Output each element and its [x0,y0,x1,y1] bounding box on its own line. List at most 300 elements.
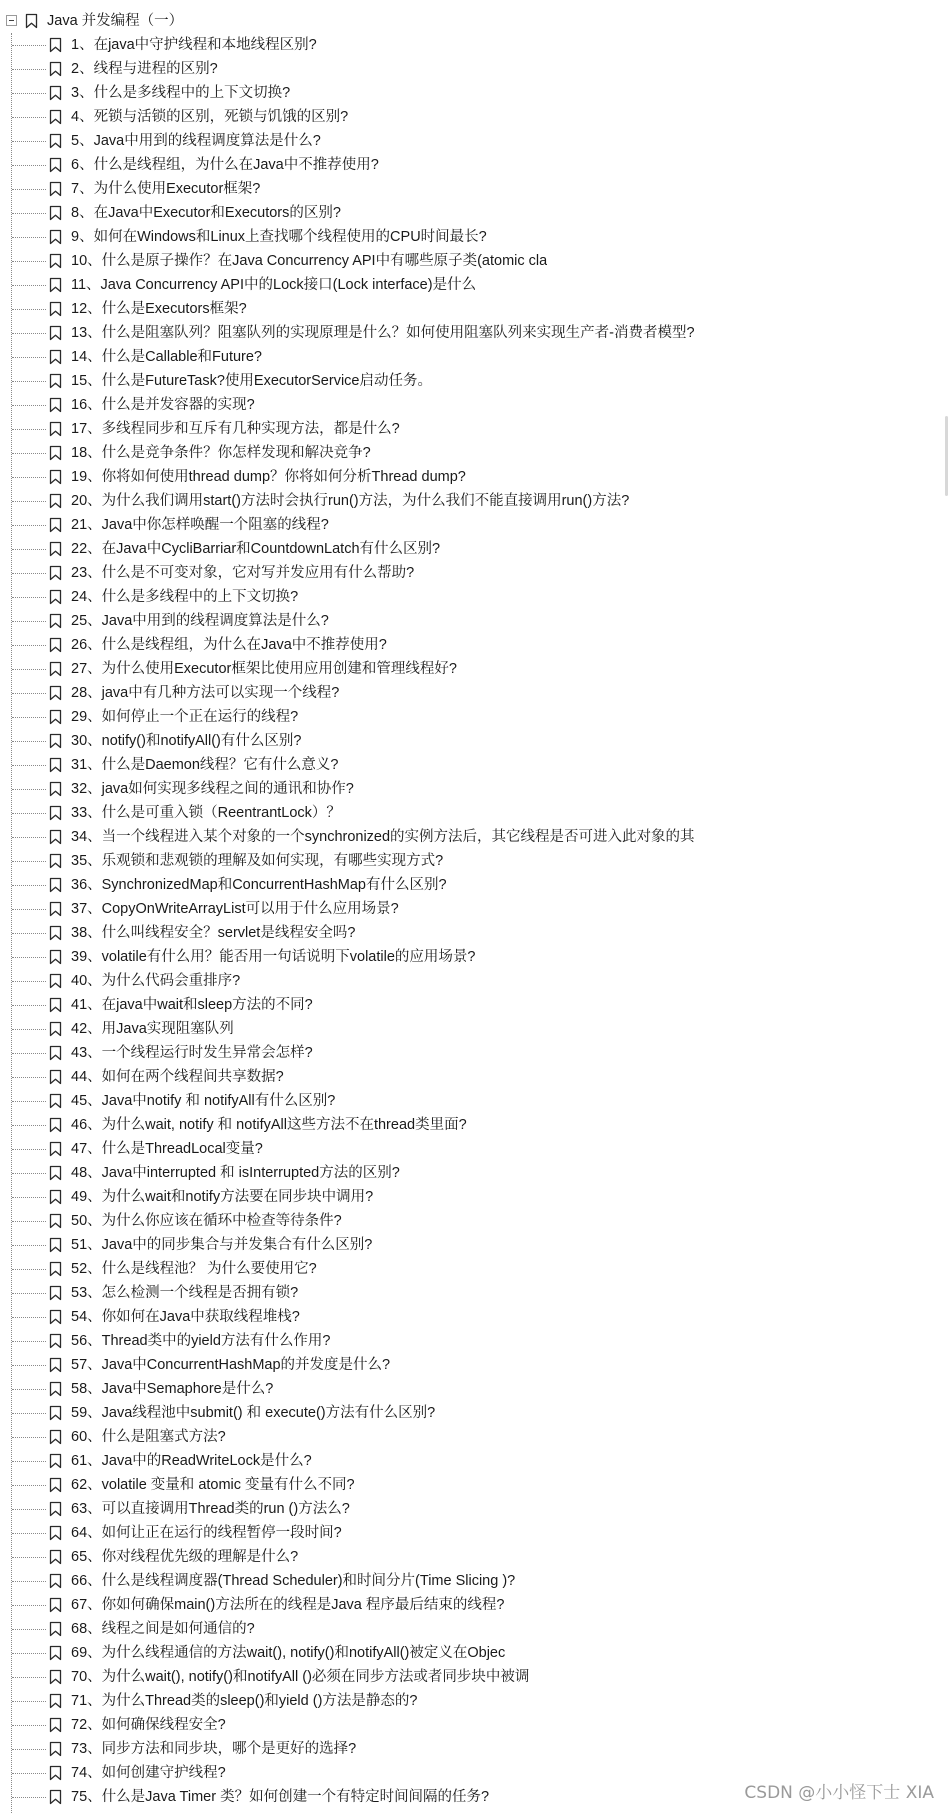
bookmark-icon [49,1021,62,1037]
bookmark-item[interactable] [0,1353,948,1377]
bookmark-item[interactable] [0,417,948,441]
bookmark-icon [49,1213,62,1229]
bookmark-icon [49,1117,62,1133]
bookmark-icon [49,1669,62,1685]
bookmark-item-label: 25、Java中用到的线程调度算法是什么? [71,613,329,629]
tree-branch-line [12,1437,46,1438]
bookmark-item-label: 70、为什么wait(), notify()和notifyAll ()必须在同步方法或者同步块中被调 [71,1669,530,1685]
tree-branch-line [12,957,46,958]
tree-branch-line [12,1773,46,1774]
bookmark-item[interactable] [0,393,948,417]
bookmark-item-label: 49、为什么wait和notify方法要在同步块中调用? [71,1189,374,1205]
bookmark-item[interactable] [0,489,948,513]
bookmark-icon [49,277,62,293]
bookmark-item-label: 10、什么是原子操作？在Java Concurrency API中有哪些原子类(atomic cla [71,253,548,269]
bookmark-icon [49,613,62,629]
bookmark-icon [49,877,62,893]
bookmark-item[interactable] [0,705,948,729]
bookmark-item-label: 19、你将如何使用thread dump？你将如何分析Thread dump? [71,469,466,485]
tree-branch-line [12,117,46,118]
tree-branch-line [12,1605,46,1606]
bookmark-icon [49,397,62,413]
bookmark-item[interactable] [0,1257,948,1281]
bookmark-icon [49,1453,62,1469]
bookmark-item-label: 74、如何创建守护线程? [71,1765,226,1781]
bookmark-item[interactable] [0,105,948,129]
tree-branch-line [12,813,46,814]
bookmark-item-label: 69、为什么线程通信的方法wait(), notify()和notifyAll()被定义在Objec [71,1645,506,1661]
bookmark-item[interactable] [0,777,948,801]
bookmark-item[interactable] [0,993,948,1017]
bookmark-icon [49,133,62,149]
bookmark-icon [49,493,62,509]
bookmark-item-label: 13、什么是阻塞队列？阻塞队列的实现原理是什么？如何使用阻塞队列来实现生产者-消费者模型? [71,325,695,341]
bookmark-item-label: 48、Java中interrupted 和 isInterrupted方法的区别? [71,1165,400,1181]
bookmark-icon [49,757,62,773]
bookmark-item-label: 57、Java中ConcurrentHashMap的并发度是什么? [71,1357,391,1373]
bookmark-icon [49,829,62,845]
bookmark-item[interactable] [0,1449,948,1473]
bookmark-item[interactable] [0,465,948,489]
bookmark-item-label: 32、java如何实现多线程之间的通讯和协作? [71,781,354,797]
bookmark-item[interactable] [0,849,948,873]
bookmark-icon [49,1093,62,1109]
bookmark-item-label: 8、在Java中Executor和Executors的区别? [71,205,341,221]
bookmark-item-label: 56、Thread类中的yield方法有什么作用? [71,1333,331,1349]
tree-branch-line [12,549,46,550]
tree-branch-line [12,1581,46,1582]
bookmark-icon [49,205,62,221]
bookmark-item-label: 21、Java中你怎样唤醒一个阻塞的线程? [71,517,329,533]
bookmark-icon [49,1141,62,1157]
bookmark-icon [49,1045,62,1061]
bookmark-icon [49,1309,62,1325]
bookmark-icon [49,181,62,197]
tree-branch-line [12,501,46,502]
bookmark-item-label: 62、volatile 变量和 atomic 变量有什么不同? [71,1477,355,1493]
bookmark-item[interactable] [0,1665,948,1689]
bookmark-item[interactable] [0,177,948,201]
bookmark-item-label: 65、你对线程优先级的理解是什么? [71,1549,299,1565]
bookmark-item-label: 39、volatile有什么用？能否用一句话说明下volatile的应用场景? [71,949,476,965]
bookmark-item-label: 26、什么是线程组，为什么在Java中不推荐使用? [71,637,387,653]
tree-branch-line [12,1005,46,1006]
bookmark-icon [49,565,62,581]
bookmark-item[interactable] [0,1329,948,1353]
tree-branch-line [12,1725,46,1726]
bookmark-icon [49,781,62,797]
bookmark-item[interactable] [0,249,948,273]
tree-branch-line [12,1173,46,1174]
bookmark-item[interactable] [0,1281,948,1305]
bookmark-item-label: 53、怎么检测一个线程是否拥有锁? [71,1285,299,1301]
bookmark-item-label: 15、什么是FutureTask?使用ExecutorService启动任务。 [71,373,432,389]
bookmark-item-label: 4、死锁与活锁的区别，死锁与饥饿的区别? [71,109,349,125]
watermark: CSDN @小小怪下士 XIA [744,1783,934,1803]
bookmark-item[interactable] [0,1689,948,1713]
bookmark-icon [49,253,62,269]
bookmark-icon [49,373,62,389]
tree-branch-line [12,525,46,526]
bookmark-item[interactable] [0,1497,948,1521]
bookmark-item[interactable] [0,1089,948,1113]
bookmark-item[interactable] [0,201,948,225]
bookmark-icon [49,589,62,605]
tree-root-label: Java 并发编程（一） [47,13,184,29]
bookmark-icon [49,1189,62,1205]
bookmark-item[interactable] [0,513,948,537]
bookmark-item[interactable] [0,897,948,921]
bookmark-item-label: 46、为什么wait, notify 和 notifyAll这些方法不在thread类里面? [71,1117,467,1133]
tree-branch-line [12,861,46,862]
bookmark-item-label: 29、如何停止一个正在运行的线程? [71,709,299,725]
bookmark-item-label: 61、Java中的ReadWriteLock是什么? [71,1453,312,1469]
tree-branch-line [12,981,46,982]
bookmark-icon [49,1165,62,1181]
bookmark-icon [49,469,62,485]
bookmark-item[interactable] [0,873,948,897]
bookmark-item[interactable] [0,1713,948,1737]
bookmark-icon [49,1429,62,1445]
bookmark-item-label: 63、可以直接调用Thread类的run ()方法么? [71,1501,350,1517]
bookmark-icon [49,1549,62,1565]
bookmark-icon [49,901,62,917]
bookmark-item[interactable] [0,537,948,561]
bookmark-item-label: 38、什么叫线程安全？servlet是线程安全吗? [71,925,356,941]
bookmark-item-label: 14、什么是Callable和Future? [71,349,262,365]
tree-branch-line [12,741,46,742]
collapse-toggle-icon[interactable] [6,15,17,26]
bookmark-item[interactable] [0,1569,948,1593]
tree-branch-line [12,1533,46,1534]
tree-branch-line [12,909,46,910]
bookmark-icon [49,1645,62,1661]
bookmark-icon [49,661,62,677]
bookmark-item[interactable] [0,129,948,153]
bookmark-item[interactable] [0,1593,948,1617]
bookmark-icon [49,1765,62,1781]
tree-branch-line [12,1245,46,1246]
bookmark-item[interactable] [0,1737,948,1761]
tree-branch-line [12,45,46,46]
tree-branch-line [12,1557,46,1558]
bookmark-list [0,33,948,1809]
tree-branch-line [12,261,46,262]
bookmark-icon [49,1525,62,1541]
bookmark-item-label: 43、一个线程运行时发生异常会怎样? [71,1045,313,1061]
tree-branch-line [12,1797,46,1798]
tree-branch-line [12,141,46,142]
bookmark-item[interactable] [0,153,948,177]
tree-branch-line [12,1365,46,1366]
bookmark-item[interactable] [0,729,948,753]
bookmark-item-label: 6、什么是线程组，为什么在Java中不推荐使用? [71,157,379,173]
bookmark-item-label: 35、乐观锁和悲观锁的理解及如何实现，有哪些实现方式? [71,853,444,869]
tree-branch-line [12,165,46,166]
bookmark-item-label: 18、什么是竞争条件？你怎样发现和解决竞争? [71,445,371,461]
bookmark-icon [49,973,62,989]
bookmark-item[interactable] [0,81,948,105]
bookmark-item-label: 16、什么是并发容器的实现? [71,397,255,413]
tree-branch-line [12,1221,46,1222]
bookmark-item[interactable] [0,369,948,393]
bookmark-item-label: 1、在java中守护线程和本地线程区别? [71,37,317,53]
bookmark-item[interactable] [0,273,948,297]
bookmark-icon [49,1501,62,1517]
bookmark-item-label: 59、Java线程池中submit() 和 execute()方法有什么区别? [71,1405,436,1421]
tree-branch-line [12,453,46,454]
bookmark-icon [49,709,62,725]
bookmark-item-label: 52、什么是线程池？ 为什么要使用它? [71,1261,317,1277]
tree-branch-line [12,1509,46,1510]
bookmark-icon [49,1789,62,1805]
bookmark-icon [49,1285,62,1301]
tree-branch-line [12,429,46,430]
bookmark-icon [49,1405,62,1421]
bookmark-icon [25,13,38,29]
bookmark-item[interactable] [0,1641,948,1665]
tree-branch-line [12,1269,46,1270]
tree-branch-line [12,1749,46,1750]
tree-branch-line [12,1293,46,1294]
tree-branch-line [12,621,46,622]
bookmark-icon [49,325,62,341]
bookmark-item-label: 5、Java中用到的线程调度算法是什么? [71,133,321,149]
bookmark-icon [49,733,62,749]
bookmark-item[interactable] [0,1521,948,1545]
tree-branch-line [12,1101,46,1102]
tree-branch-line [12,789,46,790]
bookmark-item-label: 28、java中有几种方法可以实现一个线程? [71,685,340,701]
tree-branch-line [12,93,46,94]
bookmark-icon [49,1477,62,1493]
bookmark-icon [49,949,62,965]
tree-branch-line [12,1653,46,1654]
bookmark-item-label: 31、什么是Daemon线程？它有什么意义? [71,757,339,773]
bookmark-icon [49,925,62,941]
bookmark-item-label: 27、为什么使用Executor框架比使用应用创建和管理线程好? [71,661,457,677]
bookmark-item[interactable] [0,1617,948,1641]
tree-branch-line [12,717,46,718]
bookmark-item[interactable] [0,1209,948,1233]
tree-branch-line [12,213,46,214]
bookmark-icon [49,637,62,653]
bookmark-item[interactable] [0,57,948,81]
tree-branch-line [12,1389,46,1390]
bookmark-item-label: 23、什么是不可变对象，它对写并发应用有什么帮助? [71,565,415,581]
bookmark-item[interactable] [0,321,948,345]
tree-branch-line [12,1029,46,1030]
bookmark-item-label: 34、当一个线程进入某个对象的一个synchronized的实例方法后，其它线程是否可进入此对象的其 [71,829,695,845]
bookmark-item-label: 36、SynchronizedMap和ConcurrentHashMap有什么区别? [71,877,447,893]
bookmark-item-label: 7、为什么使用Executor框架? [71,181,261,197]
tree-branch-line [12,1677,46,1678]
bookmark-item-label: 42、用Java实现阻塞队列 [71,1021,234,1037]
tree-branch-line [12,1629,46,1630]
bookmark-item[interactable] [0,561,948,585]
bookmark-icon [49,157,62,173]
bookmark-item[interactable] [0,1377,948,1401]
tree-branch-line [12,477,46,478]
bookmark-item-label: 72、如何确保线程安全? [71,1717,226,1733]
bookmark-icon [49,61,62,77]
bookmark-item-label: 73、同步方法和同步块，哪个是更好的选择? [71,1741,357,1757]
bookmark-icon [49,685,62,701]
bookmark-item[interactable] [0,1137,948,1161]
bookmark-item-label: 41、在java中wait和sleep方法的不同? [71,997,313,1013]
bookmark-item[interactable] [0,441,948,465]
bookmark-icon [49,1069,62,1085]
bookmark-icon [49,349,62,365]
bookmark-icon [49,85,62,101]
bookmark-item-label: 17、多线程同步和互斥有几种实现方法，都是什么? [71,421,400,437]
bookmark-item-label: 11、Java Concurrency API中的Lock接口(Lock interface)是什么 [71,277,477,293]
bookmark-item-label: 60、什么是阻塞式方法? [71,1429,226,1445]
tree-branch-line [12,597,46,598]
bookmark-item[interactable] [0,945,948,969]
tree-branch-line [12,837,46,838]
tree-branch-line [12,693,46,694]
bookmark-item[interactable] [0,801,948,825]
bookmark-item-label: 9、如何在Windows和Linux上查找哪个线程使用的CPU时间最长? [71,229,487,245]
bookmark-item[interactable] [0,1473,948,1497]
bookmark-icon [49,1237,62,1253]
bookmark-icon [49,421,62,437]
tree-branch-line [12,357,46,358]
bookmark-item-label: 30、notify()和notifyAll()有什么区别? [71,733,302,749]
bookmark-item[interactable] [0,1305,948,1329]
tree-branch-line [12,765,46,766]
bookmark-item-label: 54、你如何在Java中获取线程堆栈? [71,1309,300,1325]
bookmark-item-label: 37、CopyOnWriteArrayList可以用于什么应用场景? [71,901,399,917]
bookmark-item-label: 20、为什么我们调用start()方法时会执行run()方法，为什么我们不能直接调用run()方法? [71,493,630,509]
bookmark-item[interactable] [0,1041,948,1065]
bookmark-item[interactable] [0,753,948,777]
bookmark-item-label: 58、Java中Semaphore是什么? [71,1381,274,1397]
tree-branch-line [12,645,46,646]
tree-branch-line [12,333,46,334]
bookmark-item[interactable] [0,969,948,993]
tree-branch-line [12,1125,46,1126]
bookmark-item[interactable] [0,681,948,705]
bookmark-item[interactable] [0,1545,948,1569]
bookmark-item[interactable] [0,609,948,633]
tree-branch-line [12,1485,46,1486]
bookmark-item-label: 24、什么是多线程中的上下文切换? [71,589,299,605]
tree-branch-line [12,885,46,886]
bookmark-item[interactable] [0,33,948,57]
bookmark-item-label: 68、线程之间是如何通信的? [71,1621,255,1637]
bookmark-item[interactable] [0,921,948,945]
tree-branch-line [12,285,46,286]
bookmark-item-label: 51、Java中的同步集合与并发集合有什么区别? [71,1237,373,1253]
bookmark-item-label: 40、为什么代码会重排序? [71,973,241,989]
bookmark-icon [49,517,62,533]
bookmark-item-label: 45、Java中notify 和 notifyAll有什么区别? [71,1093,336,1109]
bookmark-item[interactable] [0,1161,948,1185]
bookmark-icon [49,109,62,125]
bookmark-item[interactable] [0,345,948,369]
bookmark-icon [49,445,62,461]
tree-branch-line [12,1317,46,1318]
bookmark-item-label: 64、如何让正在运行的线程暂停一段时间? [71,1525,342,1541]
bookmark-item[interactable] [0,585,948,609]
bookmark-item[interactable] [0,1233,948,1257]
bookmark-item-label: 66、什么是线程调度器(Thread Scheduler)和时间分片(Time Slicing )? [71,1573,516,1589]
bookmark-item-label: 44、如何在两个线程间共享数据? [71,1069,284,1085]
bookmark-icon [49,229,62,245]
tree-branch-line [12,1197,46,1198]
bookmark-icon [49,805,62,821]
tree-branch-line [12,573,46,574]
bookmark-icon [49,1357,62,1373]
bookmark-item-label: 2、线程与进程的区别? [71,61,218,77]
bookmark-item-label: 33、什么是可重入锁（ReentrantLock）？ [71,805,341,821]
tree-branch-line [12,1461,46,1462]
tree-branch-line [12,405,46,406]
bookmark-item-label: 3、什么是多线程中的上下文切换? [71,85,291,101]
bookmark-item-label: 47、什么是ThreadLocal变量? [71,1141,263,1157]
bookmark-icon [49,1261,62,1277]
bookmark-item-label: 71、为什么Thread类的sleep()和yield ()方法是静态的? [71,1693,418,1709]
bookmark-item[interactable] [0,1425,948,1449]
bookmark-item[interactable] [0,1401,948,1425]
bookmark-item-label: 75、什么是Java Timer 类？如何创建一个有特定时间间隔的任务? [71,1789,490,1805]
bookmark-icon [49,997,62,1013]
bookmark-icon [49,1333,62,1349]
tree-branch-line [12,1077,46,1078]
bookmark-item-label: 50、为什么你应该在循环中检查等待条件? [71,1213,342,1229]
tree-branch-line [12,1053,46,1054]
bookmark-item[interactable] [0,633,948,657]
bookmark-icon [49,1381,62,1397]
bookmark-icon [49,37,62,53]
bookmark-icon [49,1597,62,1613]
tree-branch-line [12,1701,46,1702]
tree-branch-line [12,189,46,190]
bookmark-item[interactable] [0,1185,948,1209]
tree-branch-line [12,1149,46,1150]
bookmark-item-label: 12、什么是Executors框架? [71,301,247,317]
bookmark-item[interactable] [0,1017,948,1041]
tree-branch-line [12,1413,46,1414]
tree-branch-line [12,381,46,382]
bookmark-item[interactable] [0,657,948,681]
tree-branch-line [12,933,46,934]
bookmark-icon [49,1573,62,1589]
bookmark-item[interactable] [0,825,948,849]
bookmark-icon [49,853,62,869]
bookmark-item[interactable] [0,297,948,321]
bookmark-icon [49,301,62,317]
tree-branch-line [12,669,46,670]
tree-branch-line [12,69,46,70]
tree-branch-line [12,309,46,310]
bookmark-item[interactable] [0,225,948,249]
tree-branch-line [12,237,46,238]
bookmark-icon [49,1621,62,1637]
tree-root-node[interactable] [0,9,948,33]
bookmark-icon [49,1741,62,1757]
bookmark-icon [49,1717,62,1733]
bookmark-icon [49,1693,62,1709]
bookmark-icon [49,541,62,557]
bookmark-item-label: 22、在Java中CycliBarriar和CountdownLatch有什么区别? [71,541,441,557]
bookmark-item-label: 67、你如何确保main()方法所在的线程是Java 程序最后结束的线程? [71,1597,505,1613]
bookmark-item[interactable] [0,1065,948,1089]
tree-branch-line [12,1341,46,1342]
bookmark-item[interactable] [0,1113,948,1137]
